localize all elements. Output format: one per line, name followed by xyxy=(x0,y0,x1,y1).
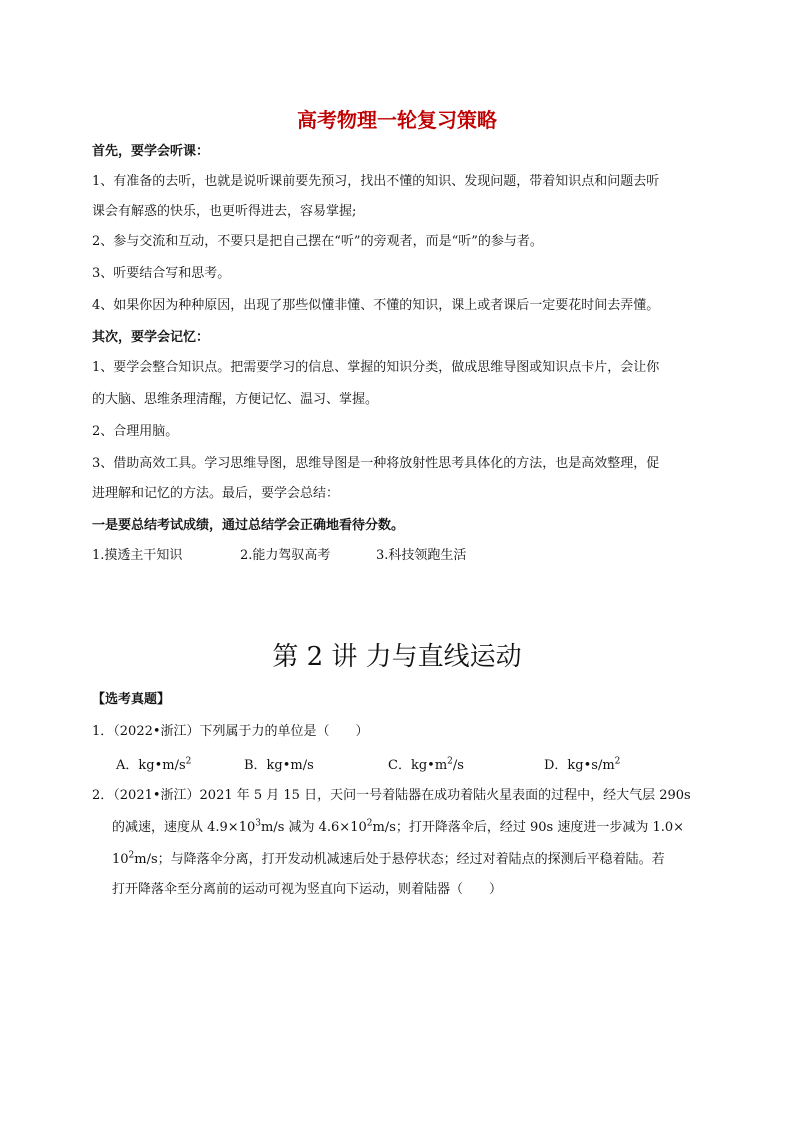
paragraph-line: 2、参与交流和互动，不要只是把自己摆在“听”的旁观者，而是“听”的参与者。 xyxy=(92,234,543,249)
section-heading-listening: 首先，要学会听课： xyxy=(92,144,210,159)
summary-item: 1.摸透主干知识 xyxy=(92,548,183,563)
page-title: 高考物理一轮复习策略 xyxy=(297,108,497,132)
summary-item: 2.能力驾驭高考 xyxy=(240,548,331,563)
option-a: A．$kg•m/s^2$ xyxy=(116,756,192,773)
paragraph-line: 4、如果你因为种种原因，出现了那些似懂非懂、不懂的知识，课上或者课后一定要花时间去弄懂。 xyxy=(92,298,660,313)
paragraph-line: 的大脑、思维条理清醒，方便记忆、温习、掌握。 xyxy=(92,392,379,407)
question-2-line: 打开降落伞至分离前的运动可视为竖直向下运动，则着陆器（ ） xyxy=(112,882,503,897)
section-label: 【选考真题】 xyxy=(92,692,171,707)
paragraph-line: 1、要学会整合知识点。把需要学习的信息、掌握的知识分类，做成思维导图或知识点卡片，会让你 xyxy=(92,360,660,375)
summary-items xyxy=(92,546,466,566)
question-2-line: 的减速，速度从 $4.9\times 10^3m/s$ 减为 $4.6\times 10^2m/s$；打开降落伞后，经过 90s 速度进一步减为 1.0× xyxy=(112,818,685,835)
paragraph-line: 3、听要结合写和思考。 xyxy=(92,266,231,281)
paragraph-line: 1、有准备的去听，也就是说听课前要先预习，找出不懂的知识、发现问题，带着知识点和问题去听 xyxy=(92,174,660,189)
summary-item: 3.科技领跑生活 xyxy=(376,548,467,563)
paragraph-line: 2、合理用脑。 xyxy=(92,424,179,439)
lecture-title: 第 2 讲 力与直线运动 xyxy=(272,642,522,672)
question-2-line: 2．（2021•浙江）2021 年 5 月 15 日，天问一号着陆器在成功着陆火星表面的过程中，经大气层 290s xyxy=(92,788,691,803)
paragraph-line: 进理解和记忆的方法。最后，要学会总结： xyxy=(92,486,340,501)
option-d: D．$kg•s/m^2$ xyxy=(544,756,621,773)
summary-bold-line: 一是要总结考试成绩，通过总结学会正确地看待分数。 xyxy=(92,518,405,533)
paragraph-line: 课会有解惑的快乐，也更听得进去，容易掌握; xyxy=(92,204,357,219)
question-2-line: $10^2m/s$；与降落伞分离，打开发动机减速后处于悬停状态；经过对着陆点的探测后平稳着陆。若 xyxy=(112,850,665,867)
option-b: B．kg•m/s xyxy=(244,758,314,773)
paragraph-line: 3、借助高效工具。学习思维导图，思维导图是一种将放射性思考具体化的方法，也是高效整理，促 xyxy=(92,456,660,471)
section-heading-memory: 其次，要学会记忆： xyxy=(92,330,210,345)
option-c: C．$kg•m^2/s$ xyxy=(388,756,464,773)
question-1: 1．（2022•浙江）下列属于力的单位是（ ） xyxy=(92,724,369,739)
